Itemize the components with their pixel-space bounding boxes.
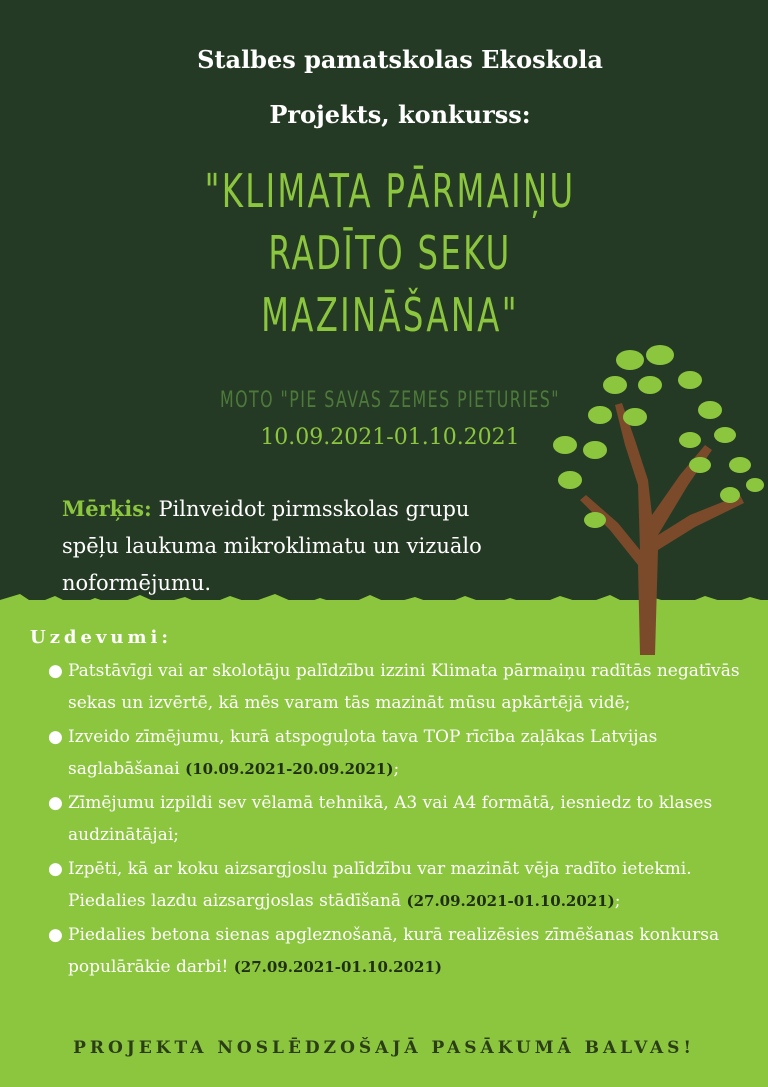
task-tail: ; [393,759,400,779]
task-text: Izpēti, kā ar koku aizsargjoslu palīdzību var mazināt vēja radīto ietekmi. Piedalies lazdu aizsargjoslas stādīšanā [68,859,692,911]
bullet-icon: ● [48,661,63,681]
bullet-icon: ● [48,727,63,747]
project-dates: 10.09.2021-01.10.2021 [260,425,520,450]
school-name: Stalbes pamatskolas Ekoskola [197,45,603,74]
task-date: (27.09.2021-01.10.2021) [233,958,442,976]
project-label: Projekts, konkurss: [269,100,531,129]
bullet-icon: ● [48,925,63,945]
task-item [48,919,768,983]
tasks-heading: Uzdevumi: [30,627,173,648]
task-text: Piedalies betona sienas apgleznošanā, kurā realizēsies zīmēšanas konkursa populārākie darbi! [68,925,720,977]
bullet-icon: ● [48,859,63,879]
task-item [48,655,768,719]
goal-text: Pilnveidot pirmsskolas grupu spēļu laukuma mikroklimatu un vizuālo noformējumu. [62,497,482,595]
title-line: MAZINĀŠANA" [261,288,519,342]
task-item [48,721,768,785]
goal-paragraph [62,490,532,602]
footer-banner: PROJEKTA NOSLĒDZOŠAJĀ PASĀKUMĀ BALVAS! [73,1038,695,1058]
task-text: Izveido zīmējumu, kurā atspoguļota tava TOP rīcība zaļākas Latvijas saglabāšanai [68,727,658,779]
motto: MOTO "PIE SAVAS ZEMES PIETURIES" [219,388,561,413]
tasks-list [30,655,768,985]
task-tail: ; [614,891,621,911]
title-line: RADĪTO SEKU [268,226,512,280]
title-line: "KLIMATA PĀRMAIŅU [204,164,576,218]
task-date: (10.09.2021-20.09.2021) [185,760,394,778]
tree-illustration [540,335,768,655]
bullet-icon: ● [48,793,63,813]
task-text: Zīmējumu izpildi sev vēlamā tehnikā, A3 vai A4 formātā, iesniedz to klases audzinātājai; [68,793,713,845]
task-date: (27.09.2021-01.10.2021) [406,892,615,910]
goal-label: Mērķis: [62,496,152,521]
task-item [48,787,768,851]
project-title [187,160,593,346]
task-text: Patstāvīgi vai ar skolotāju palīdzību izzini Klimata pārmaiņu radītās negatīvās sekas un izvērtē, kā mēs varam tās mazināt mūsu apkārtējā vidē; [68,661,740,713]
task-item [48,853,768,917]
